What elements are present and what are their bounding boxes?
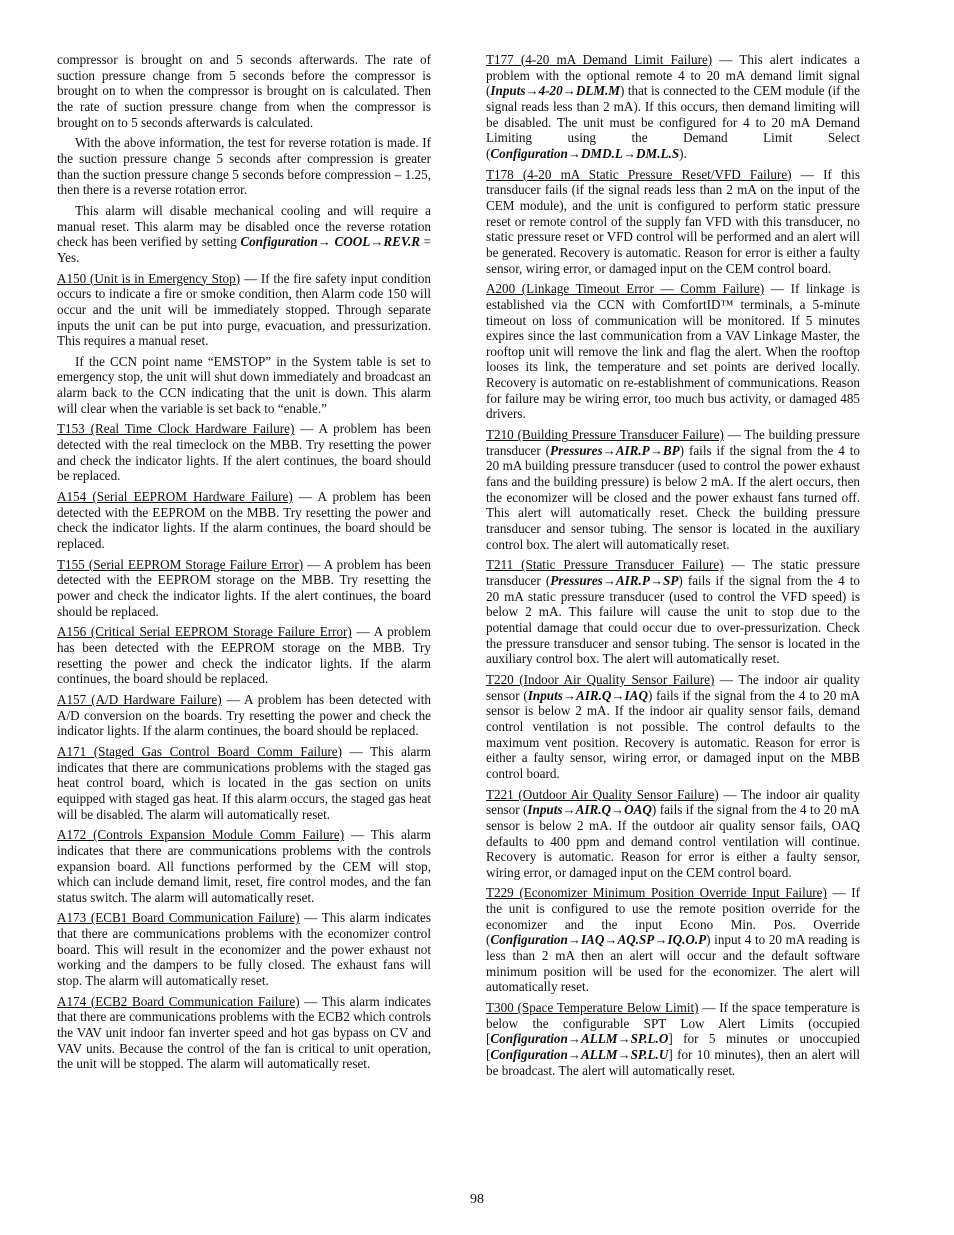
alarm-a171: A171 (Staged Gas Control Board Comm Failure) — This alarm indicates that there are communications problems with the staged gas heat control board, which is located in the gas section on units equipped with staged gas heat. If this alarm occurs, the staged gas heat will be disabled. The alarm will automatically reset. bbox=[57, 743, 431, 822]
alarm-a174: A174 (ECB2 Board Communication Failure) — This alarm indicates that there are communications problems with the ECB2 which controls the VAV unit indoor fan inverter speed and hot gas bypass on CV and VAV units. Because the control of the fan is critical to unit operation, the unit will be stopped. The alarm will automatically reset. bbox=[57, 993, 431, 1072]
alarm-heading: A200 (Linkage Timeout Error — Comm Failure) bbox=[486, 281, 765, 297]
alert-t229: T229 (Economizer Minimum Position Override Input Failure) — If the unit is configured to use the remote position override for the economizer and the input Econo Min. Pos. Override (Configuration→IAQ→AQ.SP→IQ.O.P) input 4 to 20 mA reading is less than 2 mA then an alert will occur and the default software minimum position will be used for the economizer. The alert will automatically reset. bbox=[486, 885, 861, 995]
alarm-heading: T220 (Indoor Air Quality Sensor Failure) bbox=[486, 671, 715, 687]
menu-path: Inputs→4-20→DLM.M bbox=[490, 83, 620, 99]
alarm-heading: A150 (Unit is in Emergency Stop) bbox=[57, 270, 241, 286]
alarm-heading: T229 (Economizer Minimum Position Override Input Failure) bbox=[486, 885, 827, 901]
menu-path: Configuration→DMD.L→DM.L.S bbox=[490, 145, 680, 161]
right-column bbox=[486, 52, 860, 1083]
alarm-a150: A150 (Unit is in Emergency Stop) — If the fire safety input condition occurs to indicate a fire or smoke condition, then Alarm code 150 will occur and the unit will be immediately stopped. Through separate inputs the unit can be put into purge, evacuation, and pressurization. This requires a manual reset. bbox=[57, 270, 431, 349]
alert-t210: T210 (Building Pressure Transducer Failure) — The building pressure transducer (Pressures→AIR.P→BP) fails if the signal from the 4 to 20 mA building pressure transducer (used to control the power exhaust fans and the building pressure) is below 2 mA. If the alert occurs, then the economizer will be closed and the power exhaust fans turned off. This alert will automatically reset. Check the building pressure transducer and sensor tubing. The sensor is located in the auxiliary control box. The alert will automatically reset. bbox=[486, 427, 861, 552]
paragraph: If the CCN point name “EMSTOP” in the System table is set to emergency stop, the unit will shut down immediately and broadcast an alarm back to the CCN indicating that the unit is down. This alarm will clear when the variable is set back to “enable.” bbox=[57, 353, 431, 416]
menu-path: Configuration→ALLM→SP.L.O bbox=[490, 1031, 669, 1047]
alert-t177: T177 (4-20 mA Demand Limit Failure) — This alert indicates a problem with the optional remote 4 to 20 mA demand limit signal (Inputs→4-20→DLM.M) that is connected to the CEM module (if the signal reads less than 2 mA). If this occurs, then demand limiting will be disabled. The unit must be configured for 4 to 20 mA Demand Limiting using the Demand Limit Select (Configuration→DMD.L→DM.L.S). bbox=[486, 52, 860, 161]
alarm-a154: A154 (Serial EEPROM Hardware Failure) — A problem has been detected with the EEPROM on the MBB. Try resetting the power and check the indicator lights. If the alarm continues, the board should be replaced. bbox=[57, 489, 431, 552]
paragraph: This alarm will disable mechanical cooling and will require a manual reset. This alarm may be disabled once the reverse rotation check has been verified by setting Configuration→ COOL→REV.R = Yes. bbox=[57, 202, 431, 265]
alert-t300: T300 (Space Temperature Below Limit) — If the space temperature is below the configurable SPT Low Alert Limits (occupied [Configuration→ALLM→SP.L.O] for 5 minutes or unoccupied [Configuration→ALLM→SP.L.U] for 10 minutes), then an alert will be broadcast. The alert will automatically reset. bbox=[486, 1000, 860, 1078]
alert-t155: T155 (Serial EEPROM Storage Failure Error) — A problem has been detected with the EEPROM storage on the MBB. Try resetting the power and check the indicator lights. If the alert continues, the board should be replaced. bbox=[57, 556, 431, 619]
alert-t220: T220 (Indoor Air Quality Sensor Failure) — The indoor air quality sensor (Inputs→AIR.Q→IAQ) fails if the signal from the 4 to 20 mA sensor is below 2 mA. If the indoor air quality sensor fails, demand control ventilation is not possible. The control defaults to the maximum vent position. Recovery is automatic. Reason for error is either a faulty sensor, wiring error, or damaged input on the MBB control board. bbox=[486, 671, 860, 781]
alarm-a156: A156 (Critical Serial EEPROM Storage Failure Error) — A problem has been detected with the EEPROM storage on the MBB. Try resetting the power and check the indicator lights. If the alarm continues, the board should be replaced. bbox=[57, 624, 431, 687]
alarm-heading: T178 (4-20 mA Static Pressure Reset/VFD Failure) bbox=[486, 166, 792, 182]
alarm-a173: A173 (ECB1 Board Communication Failure) — This alarm indicates that there are communications problems with the economizer control board. This will result in the economizer and the power exhaust not working and the dampers to be fully closed. The exhaust fans will stop. The alarm will automatically reset. bbox=[57, 910, 431, 989]
alarm-heading: A172 (Controls Expansion Module Comm Failure) bbox=[57, 827, 345, 843]
alarm-heading: A173 (ECB1 Board Communication Failure) bbox=[57, 910, 300, 926]
menu-path: Configuration→ COOL→REV.R bbox=[240, 234, 421, 250]
alert-t178: T178 (4-20 mA Static Pressure Reset/VFD Failure) — If this transducer fails (if the signal reads less than 2 mA on the input of the CEM module), and the unit is configured to perform static pressure reset or remote control of the supply fan VFD with this transducer, no static pressure reset or VFD control will be performed and an alert will be generated. Recovery is automatic. Reason for error is either a faulty sensor, wiring error, or damaged input on the CEM control board. bbox=[486, 166, 861, 276]
alert-t221: T221 (Outdoor Air Quality Sensor Failure) — The indoor air quality sensor (Inputs→AIR.Q→OAQ) fails if the signal from the 4 to 20 mA sensor is below 2 mA. If the outdoor air quality sensor fails, OAQ defaults to 400 ppm and demand control ventilation will continue. Recovery is automatic. Reason for error is either a faulty sensor, wiring error, or damaged input on the CEM control board. bbox=[486, 786, 860, 880]
alarm-heading: A157 (A/D Hardware Failure) bbox=[57, 691, 222, 707]
left-column bbox=[57, 52, 431, 1077]
alarm-a172: A172 (Controls Expansion Module Comm Failure) — This alarm indicates that there are communications problems with the controls expansion board. All functions performed by the CEM will stop, which can include demand limit, reset, fire control modes, and the fan status switch. The alarm will automatically reset. bbox=[57, 827, 431, 905]
alarm-heading: A156 (Critical Serial EEPROM Storage Failure Error) bbox=[57, 624, 352, 640]
menu-path: Pressures→AIR.P→SP bbox=[550, 573, 679, 588]
alarm-heading: T153 (Real Time Clock Hardware Failure) bbox=[57, 421, 295, 437]
paragraph: With the above information, the test for reverse rotation is made. If the suction pressure change 5 seconds after compression is greater than the suction pressure change 5 seconds before compression – 1.25, then there is a reverse rotation error. bbox=[57, 135, 431, 198]
alarm-heading: A154 (Serial EEPROM Hardware Failure) bbox=[57, 489, 293, 505]
menu-path: Configuration→ALLM→SP.L.U bbox=[490, 1047, 669, 1063]
menu-path: Pressures→AIR.P→BP bbox=[550, 442, 680, 458]
alert-t211: T211 (Static Pressure Transducer Failure) — The static pressure transducer (Pressures→AIR.P→SP) fails if the signal from the 4 to 20 mA static pressure transducer (used to control the VFD speed) is below 2 mA. This failure will cause the unit to stop due to the potential damage that could occur due to over-pressurization. Check the pressure transducer and sensor tubing. The sensor is located in the auxiliary control box. The alert will automatically reset. bbox=[486, 557, 860, 667]
alarm-a200: A200 (Linkage Timeout Error — Comm Failure) — If linkage is established via the CCN with ComfortID™ terminals, a 5-minute timeout on loss of communication will be monitored. If 5 minutes expires since the last communication from a VAV Linkage Master, the rooftop unit will remove the link and flag the alert. When the rooftop looses its link, the temperature and set points are derived locally. Recovery is automatic on re-establishment of communications. Reason for failure may be wiring error, too much bus activity, or damaged 485 drivers. bbox=[486, 281, 861, 422]
alert-t153: T153 (Real Time Clock Hardware Failure) — A problem has been detected with the real timeclock on the MBB. Try resetting the power and check the indicator lights. If the alert continues, the board should be replaced. bbox=[57, 421, 431, 484]
menu-path: Configuration→IAQ→AQ.SP→IQ.O.P bbox=[490, 932, 707, 948]
page-number: 98 bbox=[470, 1192, 484, 1207]
alarm-heading: A171 (Staged Gas Control Board Comm Failure) bbox=[57, 743, 343, 759]
alarm-heading: T211 (Static Pressure Transducer Failure) bbox=[486, 557, 724, 573]
alarm-heading: T300 (Space Temperature Below Limit) bbox=[486, 1000, 699, 1016]
paragraph: compressor is brought on and 5 seconds afterwards. The rate of suction pressure change from 5 seconds before the compressor is brought on to when the compressor is brought on is calculated. Then the rate of suction pressure change from when the compressor is brought on to 5 seconds afterwards is calculated. bbox=[57, 52, 431, 130]
menu-path: Inputs→AIR.Q→OAQ bbox=[527, 802, 652, 818]
menu-path: Inputs→AIR.Q→IAQ bbox=[527, 687, 648, 703]
alarm-a157: A157 (A/D Hardware Failure) — A problem has been detected with A/D conversion on the boards. Try resetting the power and check the indicator lights. If the alarm continues, the board should be replaced. bbox=[57, 691, 431, 739]
alarm-heading: T210 (Building Pressure Transducer Failure) bbox=[486, 427, 724, 443]
alarm-heading: T221 (Outdoor Air Quality Sensor Failure) bbox=[486, 786, 719, 802]
alarm-heading: T155 (Serial EEPROM Storage Failure Error) bbox=[57, 556, 304, 572]
alarm-heading: A174 (ECB2 Board Communication Failure) bbox=[57, 993, 300, 1009]
alarm-heading: T177 (4-20 mA Demand Limit Failure) bbox=[486, 52, 713, 67]
